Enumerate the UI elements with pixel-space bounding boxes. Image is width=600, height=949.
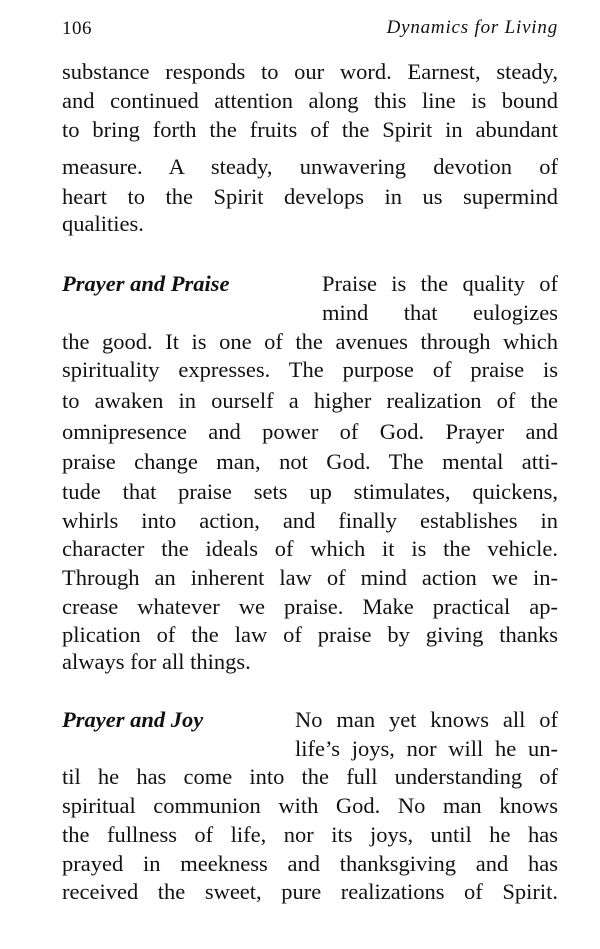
body-line: the good. It is one of the avenues through which	[62, 329, 558, 354]
body-line: Through an inherent law of mind action we in-	[62, 565, 558, 590]
body-line: whirls into action, and finally establishes in	[62, 508, 558, 533]
body-line: to bring forth the fruits of the Spirit in abundant	[62, 117, 558, 142]
section-heading-praise: Prayer and Praise	[62, 271, 230, 296]
page-number: 106	[62, 18, 92, 39]
running-head: Dynamics for Living	[386, 17, 558, 38]
section-heading-joy: Prayer and Joy	[62, 707, 204, 732]
body-line: always for all things.	[62, 649, 251, 674]
body-line: measure. A steady, unwavering devotion of	[62, 154, 558, 179]
body-line: substance responds to our word. Earnest, steady,	[62, 59, 558, 84]
body-line: to awaken in ourself a higher realization of the	[62, 388, 558, 413]
body-line: praise change man, not God. The mental atti-	[62, 449, 558, 474]
body-line: omnipresence and power of God. Prayer and	[62, 419, 558, 444]
body-line: spiritual communion with God. No man knows	[62, 793, 558, 818]
body-line: prayed in meekness and thanksgiving and has	[62, 851, 558, 876]
body-line: qualities.	[62, 211, 144, 236]
body-line: mind that eulogizes	[322, 300, 558, 325]
body-line: Praise is the quality of	[322, 271, 558, 296]
body-line: crease whatever we praise. Make practical ap-	[62, 594, 558, 619]
body-line: character the ideals of which it is the vehicle.	[62, 536, 558, 561]
body-line: the fullness of life, nor its joys, until he has	[62, 822, 558, 847]
body-line: and continued attention along this line is bound	[62, 88, 558, 113]
body-line: plication of the law of praise by giving thanks	[62, 622, 558, 647]
body-line: til he has come into the full understanding of	[62, 764, 558, 789]
body-line: No man yet knows all of	[295, 707, 558, 732]
body-line: spirituality expresses. The purpose of praise is	[62, 357, 558, 382]
body-line: received the sweet, pure realizations of Spirit.	[62, 879, 558, 904]
body-line: life’s joys, nor will he un-	[295, 736, 558, 761]
body-line: heart to the Spirit develops in us supermind	[62, 184, 558, 209]
body-line: tude that praise sets up stimulates, quickens,	[62, 479, 558, 504]
